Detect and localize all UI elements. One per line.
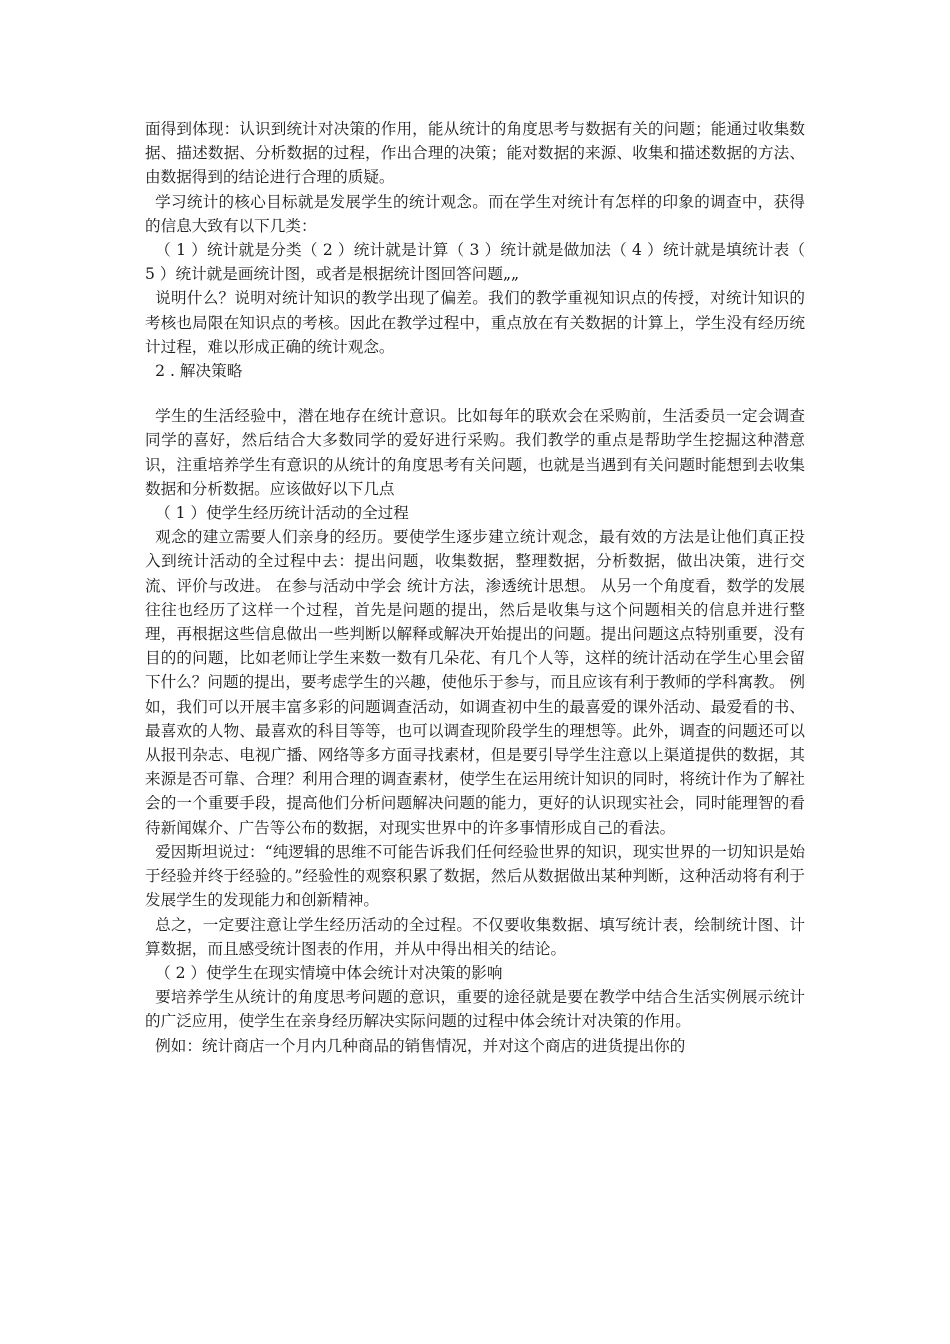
paragraph-teaching-deviation: 说明什么？说明对统计知识的教学出现了偏差。我们的教学重视知识点的传授，对统计知识的考核也局限在知识点的考核。因此在教学过程中，重点放在有关数据的计算上，学生没有经历统计过程，难以形成正确的统计观念。	[145, 289, 805, 356]
paragraph-decision-influence: 要培养学生从统计的角度思考问题的意识，重要的途径就是要在教学中结合生活实例展示统计的广泛应用，使学生在亲身经历解决实际问题的过程中体会统计对决策的作用。	[145, 988, 805, 1031]
paragraph-life-experience: 学生的生活经验中，潜在地存在统计意识。比如每年的联欢会在采购前，生活委员一定会调查同学的喜好，然后结合大多数同学的爱好进行采购。我们教学的重点是帮助学生挖掘这种潜意识，注重培养学生有意识的从统计的角度思考有关问题，也就是当遇到有关问题时能想到去收集数据和分析数据。应该做好以下几点	[145, 407, 805, 498]
blank-gap	[145, 383, 805, 404]
subheading-real-context: （ 2 ）使学生在现实情境中体会统计对决策的影响	[155, 963, 503, 982]
paragraph-continuation: 面得到体现：认识到统计对决策的作用，能从统计的角度思考与数据有关的问题；能通过收集数据、描述数据、分析数据的过程，作出合理的决策；能对数据的来源、收集和描述数据的方法、由数据得到的结论进行合理的质疑。	[145, 120, 805, 187]
paragraph-impressions-list: （ 1 ）统计就是分类（ 2 ）统计就是计算（ 3 ）统计就是做加法（ 4 ）统计就是填统计表（ 5 ）统计就是画统计图，或者是根据统计图回答问题„„	[145, 241, 805, 284]
paragraph-example-store: 例如：统计商店一个月内几种商品的销售情况，并对这个商店的进货提出你的	[155, 1036, 686, 1055]
subheading-full-process: （ 1 ）使学生经历统计活动的全过程	[155, 504, 409, 523]
paragraph-einstein-quote: 爱因斯坦说过：“纯逻辑的思维不可能告诉我们任何经验世界的知识，现实世界的一切知识是始于经验并终于经验的。”经验性的观察积累了数据，然后从数据做出某种判断，这种活动将有利于发展学生的发现能力和创新精神。	[145, 842, 805, 910]
paragraph-core-goal: 学习统计的核心目标就是发展学生的统计观念。而在学生对统计有怎样的印象的调查中，获得的信息大致有以下几类：	[145, 192, 805, 235]
section-heading-strategy: 2 . 解决策略	[155, 362, 243, 381]
document-page	[145, 117, 805, 1058]
paragraph-concept-building: 观念的建立需要人们亲身的经历。要使学生逐步建立统计观念，最有效的方法是让他们真正投入到统计活动的全过程中去：提出问题，收集数据，整理数据，分析数据，做出决策，进行交流、评价与改进。 在参与活动中学会 统计方法，渗透统计思想。 从另一个角度看，数学的发展往往也经历了这样一个过程，首先是问题的提出，然后是收集与这个问题相关的信息并进行整理，再根据这些信息做出一些判断以解释或解决开始提出的问题。提出问题这点特别重要，没有目的的问题，比如老师让学生来数一数有几朵花、有几个人等，这样的统计活动在学生心里会留下什么？问题的提出，要考虑学生的兴趣，使他乐于参与，而且应该有利于教师的学科寓教。 例如，我们可以开展丰富多彩的问题调查活动，如调查初中生的最喜爱的课外活动、最爱看的书、最喜欢的人物、最喜欢的科目等等，也可以调查现阶段学生的理想等。此外，调查的问题还可以从报刊杂志、电视广播、网络等多方面寻找素材，但是要引导学生注意以上渠道提供的数据，其来源是否可靠、合理？利用合理的调查素材，使学生在运用统计知识的同时，将统计作为了解社会的一个重要手段，提高他们分析问题解决问题的能力，更好的认识现实社会，同时能理智的看待新闻媒介、广告等公布的数据，对现实世界中的许多事情形成自己的看法。	[145, 528, 805, 837]
paragraph-summary: 总之，一定要注意让学生经历活动的全过程。不仅要收集数据、填写统计表，绘制统计图、计算数据，而且感受统计图表的作用，并从中得出相关的结论。	[145, 915, 805, 958]
